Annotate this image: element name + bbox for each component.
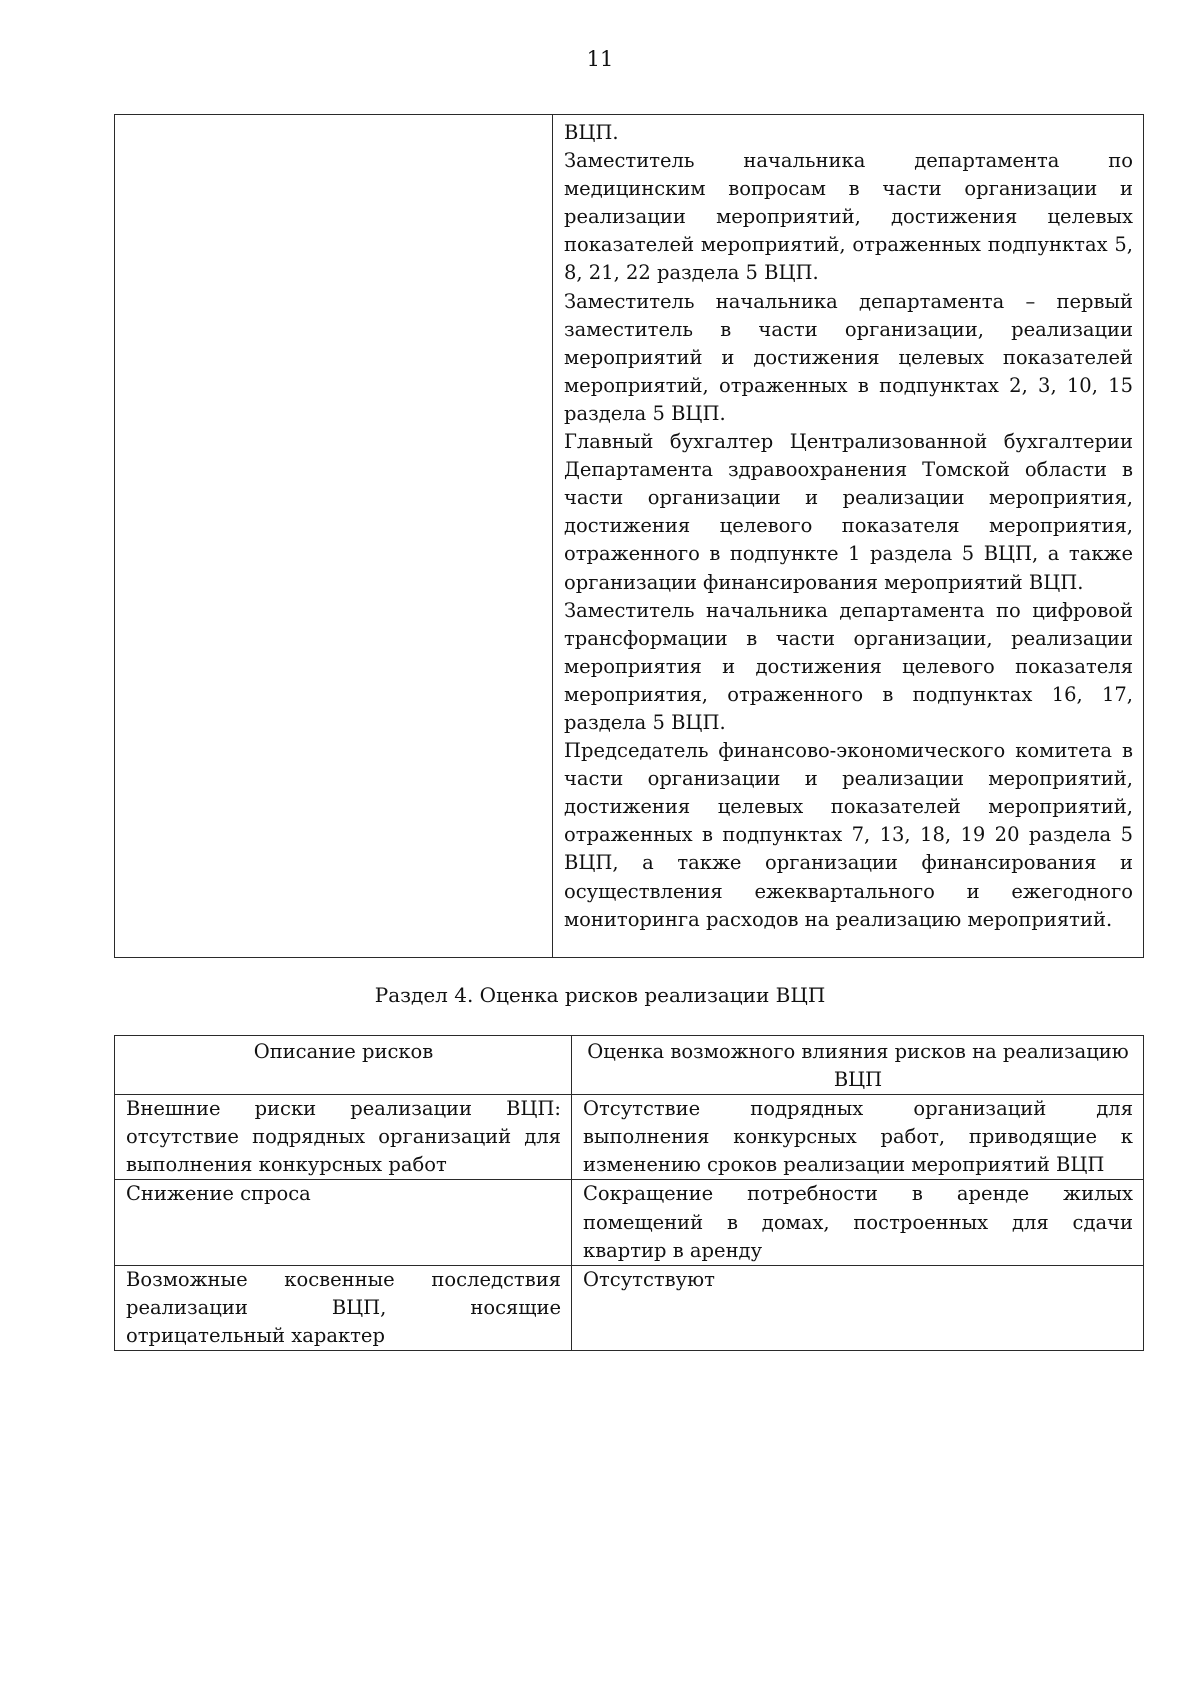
impact-cell: Сокращение потребности в аренде жилых помещений в домах, построенных для сдачи квартир в аренду: [572, 1180, 1144, 1265]
responsibility-paragraph: ВЦП.: [564, 121, 619, 144]
responsibility-cell: [553, 115, 1144, 958]
section-title: Раздел 4. Оценка рисков реализации ВЦП: [374, 983, 826, 1007]
table-row: [115, 115, 1144, 958]
page-number: 11: [586, 47, 614, 71]
impact-cell: Отсутствуют: [572, 1265, 1144, 1350]
responsibility-paragraph: Главный бухгалтер Централизованной бухгалтерии Департамента здравоохранения Томской области в части организации и реализации мероприятия, достижения целевого показателя мероприятия, отраженного в подпункте 1 раздела 5 ВЦП, а также организации финансирования мероприятий ВЦП.: [564, 430, 1133, 594]
risk-cell: Внешние риски реализации ВЦП: отсутствие подрядных организаций для выполнения конкурсных работ: [115, 1095, 572, 1180]
responsibility-paragraph: Заместитель начальника департамента по цифровой трансформации в части организации, реализации мероприятия и достижения целевого показателя мероприятия, отраженного в подпунктах 16, 17, раздела 5 ВЦП.: [564, 598, 1133, 734]
responsibility-paragraph: Председатель финансово-экономического комитета в части организации и реализации мероприятий, достижения целевых показателей мероприятий, отраженных в подпунктах 7, 13, 18, 19 20 раздела 5 ВЦП, а также организации финансирования и осуществления ежеквартального и ежегодного мониторинга расходов на реализацию мероприятий.: [564, 739, 1133, 931]
responsibility-paragraph: Заместитель начальника департамента – первый заместитель в части организации, реализации мероприятий и достижения целевых показателей мероприятий, отраженных в подпунктах 2, 3, 10, 15 раздела 5 ВЦП.: [564, 289, 1133, 425]
risk-cell: Снижение спроса: [115, 1180, 572, 1265]
column-header-impact-assessment: Оценка возможного влияния рисков на реализацию ВЦП: [572, 1036, 1144, 1095]
empty-left-cell: [115, 115, 553, 958]
risk-cell: Возможные косвенные последствия реализации ВЦП, носящие отрицательный характер: [115, 1265, 572, 1350]
responsibility-table: [114, 114, 1144, 958]
table-row: [115, 1265, 1144, 1350]
risk-table: [114, 1035, 1144, 1351]
table-row: [115, 1095, 1144, 1180]
table-header-row: [115, 1036, 1144, 1095]
impact-cell: Отсутствие подрядных организаций для выполнения конкурсных работ, приводящие к изменению сроков реализации мероприятий ВЦП: [572, 1095, 1144, 1180]
table-row: [115, 1180, 1144, 1265]
responsibility-paragraph: Заместитель начальника департамента по медицинским вопросам в части организации и реализации мероприятий, достижения целевых показателей мероприятий, отраженных подпунктах 5, 8, 21, 22 раздела 5 ВЦП.: [564, 149, 1133, 285]
column-header-risk-description: Описание рисков: [115, 1036, 572, 1095]
